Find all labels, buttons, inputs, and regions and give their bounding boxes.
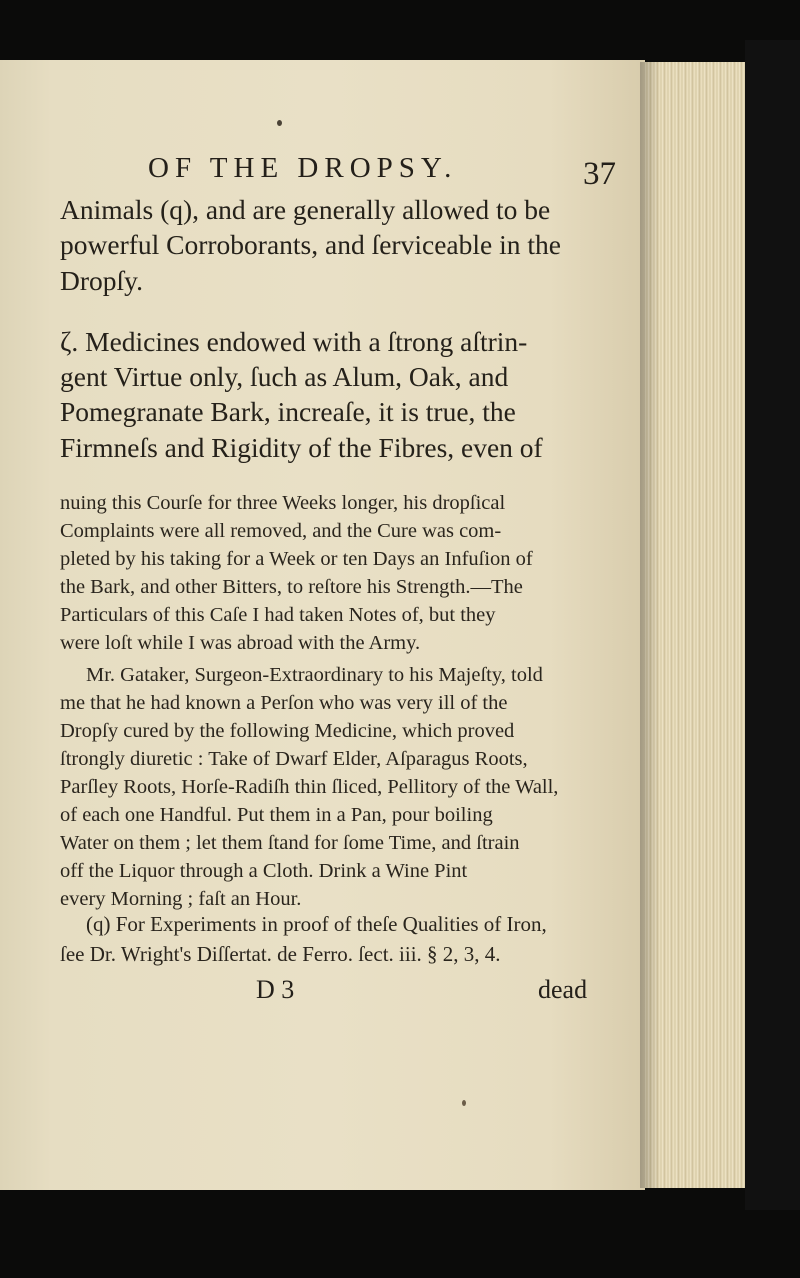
- page-number: 37: [583, 156, 616, 192]
- small-text-line: every Morning ; faſt an Hour.: [60, 888, 302, 910]
- large-text-line: gent Virtue only, ſuch as Alum, Oak, and: [60, 361, 509, 392]
- printer-mark: [277, 120, 282, 126]
- large-text-line: Animals (q), and are generally allowed to be: [60, 194, 551, 225]
- small-text-line: Dropſy cured by the following Medicine, which proved: [60, 720, 515, 742]
- small-text-line: Mr. Gataker, Surgeon-Extraordinary to his Majeſty, told: [86, 664, 543, 686]
- small-text-line: Water on them ; let them ſtand for ſome Time, and ſtrain: [60, 832, 520, 854]
- large-text-line: ζ. Medicines endowed with a ſtrong aſtrin-: [60, 326, 528, 357]
- paper-blemish: [462, 1100, 466, 1106]
- small-text-line: Particulars of this Caſe I had taken Notes of, but they: [60, 604, 496, 626]
- small-text-line: ſtrongly diuretic : Take of Dwarf Elder, Aſparagus Roots,: [60, 748, 528, 770]
- small-text-line: pleted by his taking for a Week or ten Days an Infuſion of: [60, 548, 533, 570]
- catchword: dead: [538, 975, 588, 1004]
- small-text-line: off the Liquor through a Cloth. Drink a Wine Pint: [60, 860, 468, 882]
- footnote-line: (q) For Experiments in proof of theſe Qualities of Iron,: [86, 912, 547, 936]
- small-text-line: nuing this Courſe for three Weeks longer, his dropſical: [60, 492, 506, 514]
- small-text-line: were loſt while I was abroad with the Army.: [60, 632, 421, 654]
- small-text-line: Parſley Roots, Horſe-Radiſh thin ſliced, Pellitory of the Wall,: [60, 776, 559, 798]
- running-head: OF THE DROPSY.: [148, 152, 458, 184]
- small-text-line: of each one Handful. Put them in a Pan, pour boiling: [60, 804, 493, 826]
- page-edges: [645, 62, 745, 1188]
- small-text-line: me that he had known a Perſon who was very ill of the: [60, 692, 508, 714]
- small-text-line: the Bark, and other Bitters, to reſtore his Strength.—The: [60, 576, 523, 598]
- book-cover-edge: [745, 40, 800, 1210]
- large-text-line: Dropſy.: [60, 265, 143, 296]
- footnote-line: ſee Dr. Wright's Diſſertat. de Ferro. ſect. iii. § 2, 3, 4.: [60, 942, 501, 966]
- gutter-shadow: [640, 62, 660, 1188]
- large-text-line: Firmneſs and Rigidity of the Fibres, even of: [60, 432, 543, 463]
- large-text-line: powerful Corroborants, and ſerviceable in the: [60, 229, 561, 260]
- signature-mark: D 3: [256, 975, 295, 1004]
- small-text-line: Complaints were all removed, and the Cure was com-: [60, 520, 502, 542]
- large-text-line: Pomegranate Bark, increaſe, it is true, the: [60, 396, 516, 427]
